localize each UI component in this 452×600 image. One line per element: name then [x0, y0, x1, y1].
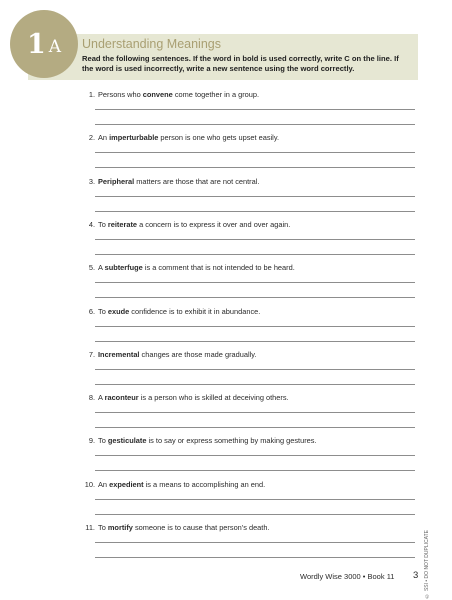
exercise-item	[0, 263, 452, 303]
item-number: 2.	[88, 133, 95, 142]
item-number: 8.	[88, 393, 95, 402]
item-text-pre: Persons who	[98, 90, 143, 99]
item-sentence	[82, 220, 290, 229]
answer-line[interactable]	[95, 196, 415, 197]
vocab-word: imperturbable	[109, 133, 159, 142]
item-number: 6.	[88, 307, 95, 316]
answer-line[interactable]	[95, 211, 415, 212]
answer-line[interactable]	[95, 557, 415, 558]
item-text-post: a concern is to express it over and over again.	[137, 220, 291, 229]
item-sentence	[82, 350, 256, 359]
item-sentence	[82, 436, 317, 445]
item-sentence	[82, 393, 289, 402]
item-number: 4.	[88, 220, 95, 229]
item-text-post: is a comment that is not intended to be heard.	[142, 263, 295, 272]
vocab-word: expedient	[109, 480, 144, 489]
answer-line[interactable]	[95, 542, 415, 543]
page-number: 3	[413, 570, 419, 581]
answer-line[interactable]	[95, 152, 415, 153]
answer-line[interactable]	[95, 412, 415, 413]
exercise-item	[0, 220, 452, 260]
footer-book-title: Wordly Wise 3000 • Book 11	[300, 572, 395, 581]
answer-line[interactable]	[95, 455, 415, 456]
item-text-pre: A	[98, 393, 105, 402]
item-text-post: is a person who is skilled at deceiving others.	[138, 393, 289, 402]
answer-line[interactable]	[95, 124, 415, 125]
item-text-post: person is one who gets upset easily.	[158, 133, 280, 142]
item-number: 11.	[85, 523, 95, 532]
exercise-item	[0, 523, 452, 563]
item-sentence	[82, 133, 279, 142]
exercise-item	[0, 90, 452, 130]
vocab-word: raconteur	[104, 393, 139, 402]
exercise-item	[0, 177, 452, 217]
item-text-pre: An	[98, 480, 110, 489]
item-text-post: is a means to accomplishing an end.	[143, 480, 266, 489]
instructions: Read the following sentences. If the word in bold is used correctly, write C on the line. If the word is used incorrectly, write a new sentence using the word correctly.	[82, 54, 399, 73]
answer-line[interactable]	[95, 427, 415, 428]
answer-line[interactable]	[95, 499, 415, 500]
item-text-pre: To	[98, 523, 108, 532]
vocab-word: mortify	[107, 523, 133, 532]
badge-number: 1	[26, 28, 46, 60]
vocab-word: Incremental	[98, 350, 140, 359]
vocab-word: reiterate	[107, 220, 138, 229]
item-sentence	[82, 90, 259, 99]
item-sentence	[82, 523, 270, 532]
vocab-word: Peripheral	[98, 177, 135, 186]
item-number: 7.	[88, 350, 95, 359]
item-text-pre: To	[98, 220, 108, 229]
answer-line[interactable]	[95, 470, 415, 471]
exercise-item	[0, 436, 452, 476]
badge-letter: A	[48, 36, 62, 57]
item-sentence	[82, 263, 295, 272]
section-title: Understanding Meanings	[82, 37, 221, 51]
answer-line[interactable]	[95, 254, 415, 255]
exercise-item	[0, 350, 452, 390]
answer-line[interactable]	[95, 282, 415, 283]
item-text-post: matters are those that are not central.	[134, 177, 260, 186]
answer-line[interactable]	[95, 341, 415, 342]
answer-line[interactable]	[95, 239, 415, 240]
item-text-post: confidence is to exhibit it in abundance.	[129, 307, 261, 316]
answer-line[interactable]	[95, 369, 415, 370]
vocab-word: subterfuge	[104, 263, 143, 272]
item-text-post: someone is to cause that person's death.	[132, 523, 270, 532]
item-text-post: is to say or express something by making gestures.	[146, 436, 317, 445]
vocab-word: exude	[107, 307, 130, 316]
item-text-pre: A	[98, 263, 105, 272]
item-text-pre: To	[98, 436, 108, 445]
item-text-post: changes are those made gradually.	[139, 350, 257, 359]
item-number: 5.	[88, 263, 95, 272]
item-sentence	[82, 307, 260, 316]
exercise-item	[0, 307, 452, 347]
item-text-pre: To	[98, 307, 108, 316]
exercise-item	[0, 133, 452, 173]
item-number: 10.	[84, 480, 95, 489]
answer-line[interactable]	[95, 297, 415, 298]
answer-line[interactable]	[95, 384, 415, 385]
item-number: 9.	[88, 436, 95, 445]
item-number: 1.	[88, 90, 95, 99]
item-text-pre: An	[98, 133, 110, 142]
answer-line[interactable]	[95, 109, 415, 110]
vocab-word: convene	[142, 90, 173, 99]
answer-line[interactable]	[95, 514, 415, 515]
exercise-item	[0, 480, 452, 520]
copyright-side-note: © SSI • DO NOT DUPLICATE	[424, 530, 430, 599]
answer-line[interactable]	[95, 167, 415, 168]
exercise-item	[0, 393, 452, 433]
vocab-word: gesticulate	[107, 436, 147, 445]
answer-line[interactable]	[95, 326, 415, 327]
item-sentence	[82, 480, 265, 489]
item-text-post: come together in a group.	[172, 90, 260, 99]
item-number: 3.	[88, 177, 95, 186]
item-sentence	[82, 177, 259, 186]
